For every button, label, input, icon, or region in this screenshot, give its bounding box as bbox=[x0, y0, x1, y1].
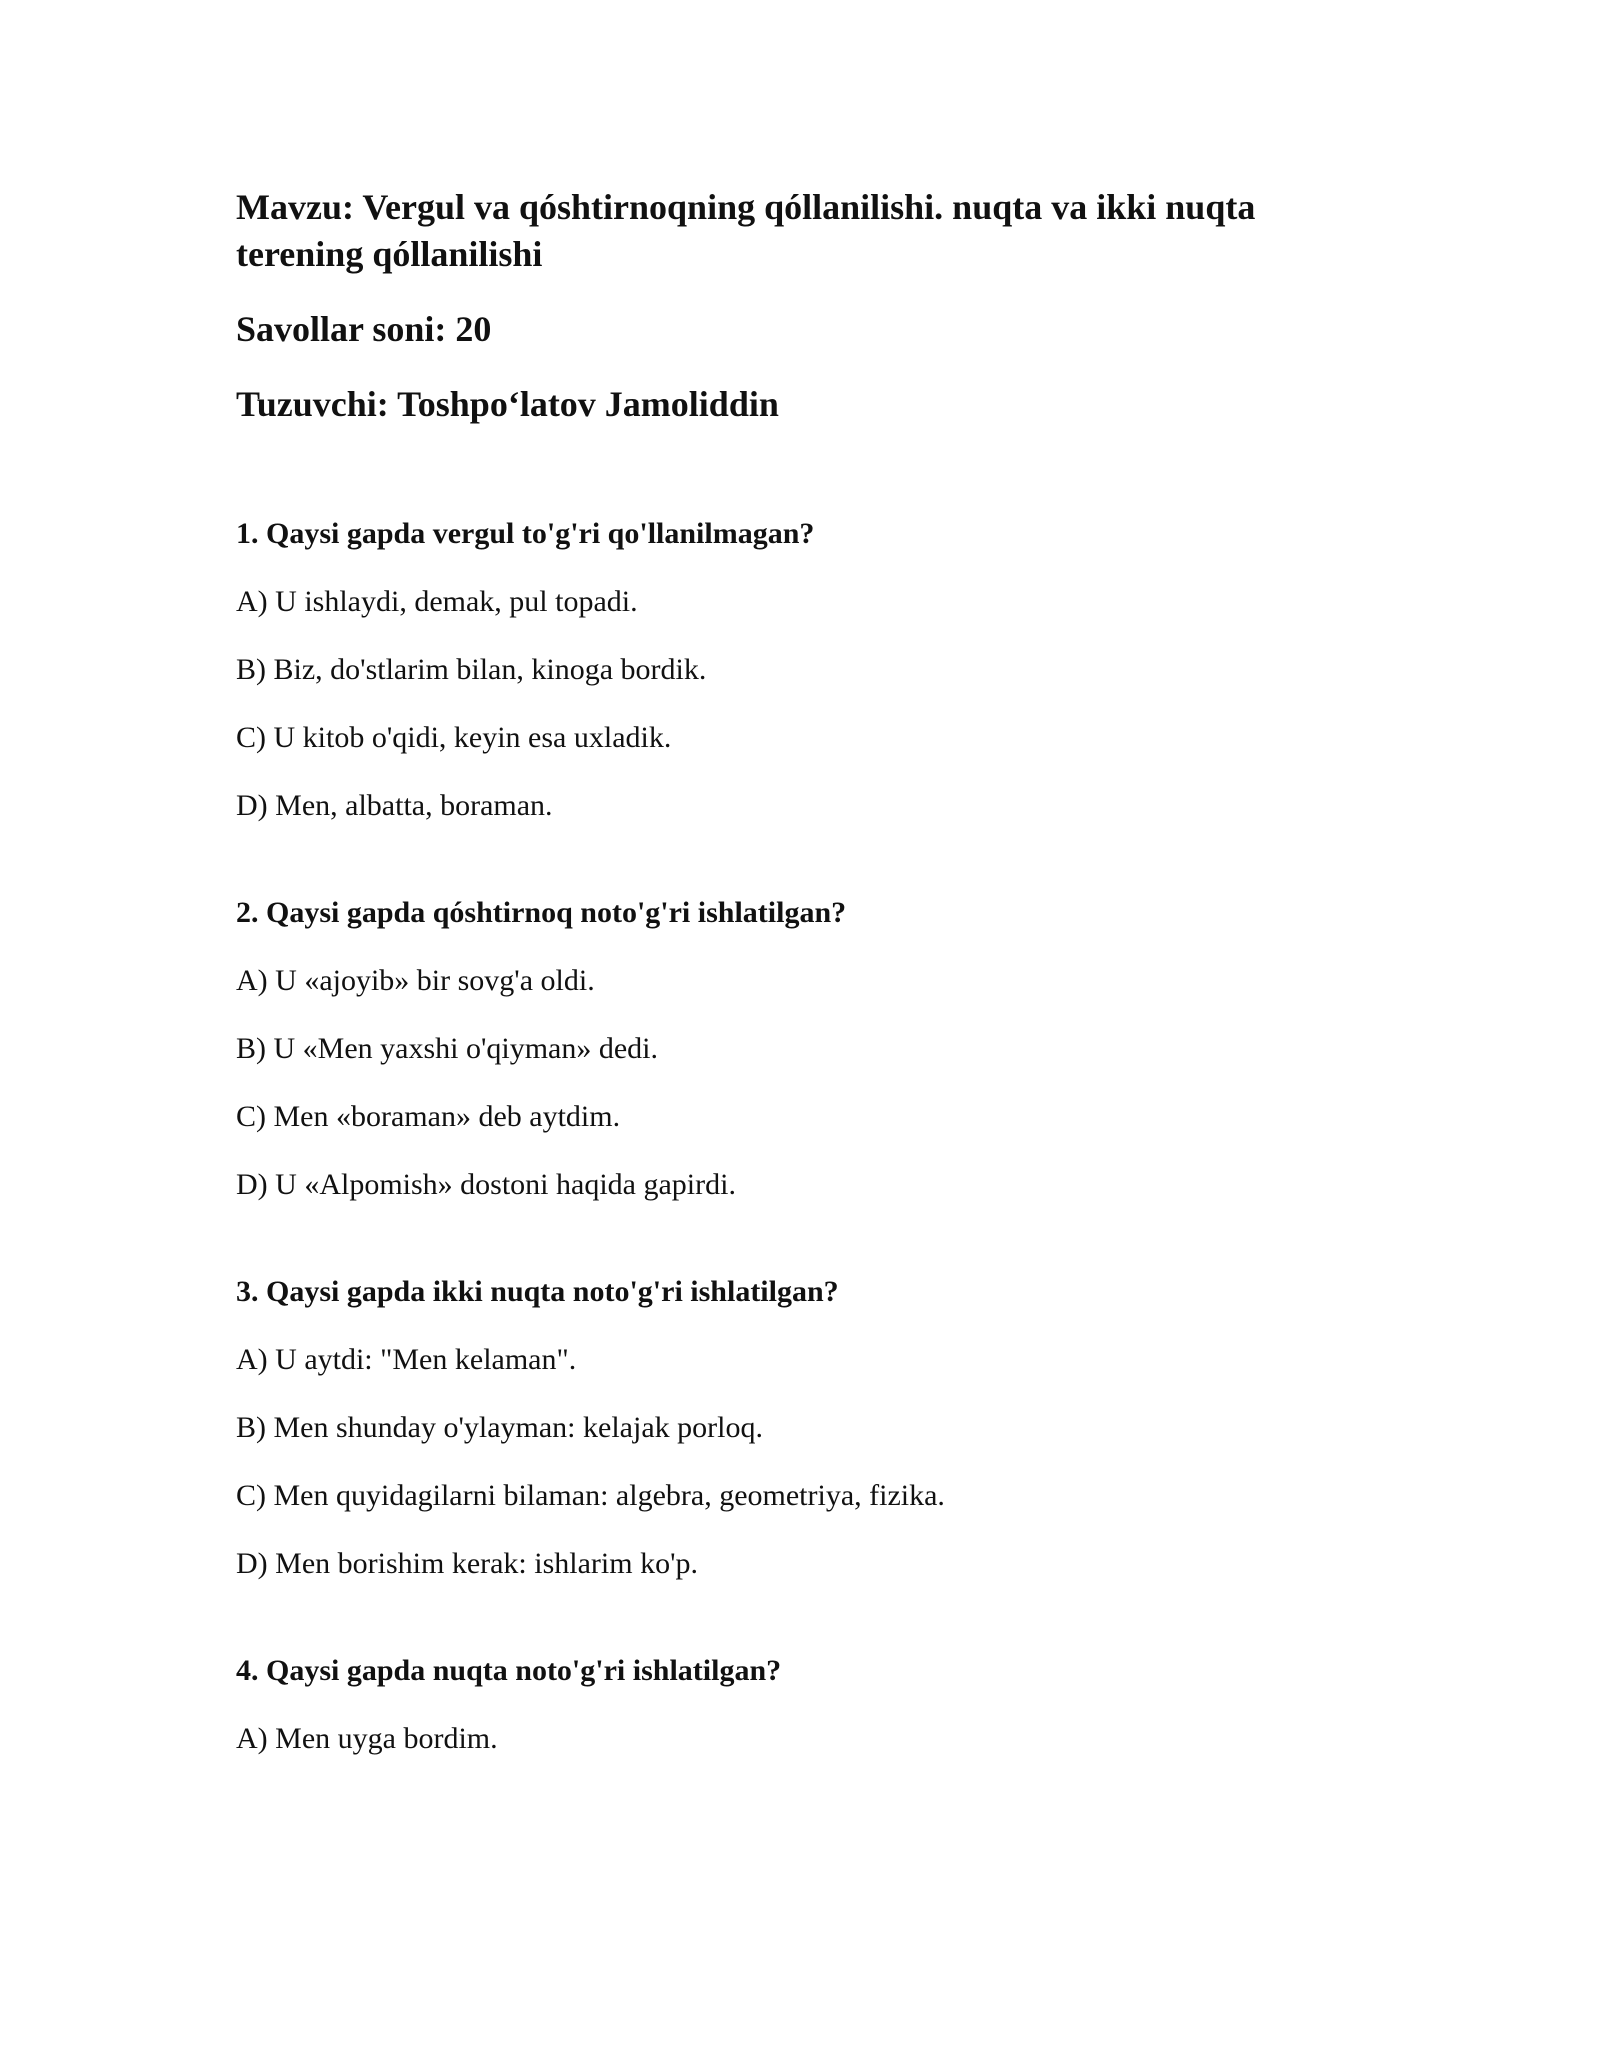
option-a: A) U «ajoyib» bir sovg'a oldi. bbox=[236, 964, 595, 997]
option-b: B) Biz, do'stlarim bilan, kinoga bordik. bbox=[236, 653, 707, 686]
question-text: 4. Qaysi gapda nuqta noto'g'ri ishlatilgan? bbox=[236, 1654, 782, 1687]
option-a: A) U ishlaydi, demak, pul topadi. bbox=[236, 585, 638, 618]
question-2 bbox=[236, 893, 1366, 1205]
option-a: A) U aytdi: "Men kelaman". bbox=[236, 1343, 577, 1376]
document-page bbox=[236, 184, 1366, 1826]
option-c: C) Men quyidagilarni bilaman: algebra, geometriya, fizika. bbox=[236, 1479, 945, 1512]
question-text: 1. Qaysi gapda vergul to'g'ri qo'llanilmagan? bbox=[236, 517, 815, 550]
author-line: Tuzuvchi: Toshpo‘latov Jamoliddin bbox=[236, 384, 779, 424]
question-1 bbox=[236, 514, 1366, 826]
document-title: Mavzu: Vergul va qóshtirnoqning qóllanilishi. nuqta va ikki nuqta terening qóllanilishi bbox=[236, 187, 1256, 274]
question-text: 3. Qaysi gapda ikki nuqta noto'g'ri ishlatilgan? bbox=[236, 1275, 839, 1308]
option-d: D) Men borishim kerak: ishlarim ko'p. bbox=[236, 1547, 698, 1580]
question-text: 2. Qaysi gapda qóshtirnoq noto'g'ri ishlatilgan? bbox=[236, 896, 847, 929]
option-c: C) U kitob o'qidi, keyin esa uxladik. bbox=[236, 721, 672, 754]
option-d: D) Men, albatta, boraman. bbox=[236, 789, 553, 822]
question-count: Savollar soni: 20 bbox=[236, 309, 492, 349]
question-list bbox=[236, 514, 1366, 1759]
option-b: B) Men shunday o'ylayman: kelajak porloq. bbox=[236, 1411, 763, 1444]
option-b: B) U «Men yaxshi o'qiyman» dedi. bbox=[236, 1032, 659, 1065]
option-a: A) Men uyga bordim. bbox=[236, 1722, 498, 1755]
option-d: D) U «Alpomish» dostoni haqida gapirdi. bbox=[236, 1168, 736, 1201]
question-3 bbox=[236, 1272, 1366, 1584]
question-4 bbox=[236, 1651, 1366, 1759]
option-c: C) Men «boraman» deb aytdim. bbox=[236, 1100, 621, 1133]
